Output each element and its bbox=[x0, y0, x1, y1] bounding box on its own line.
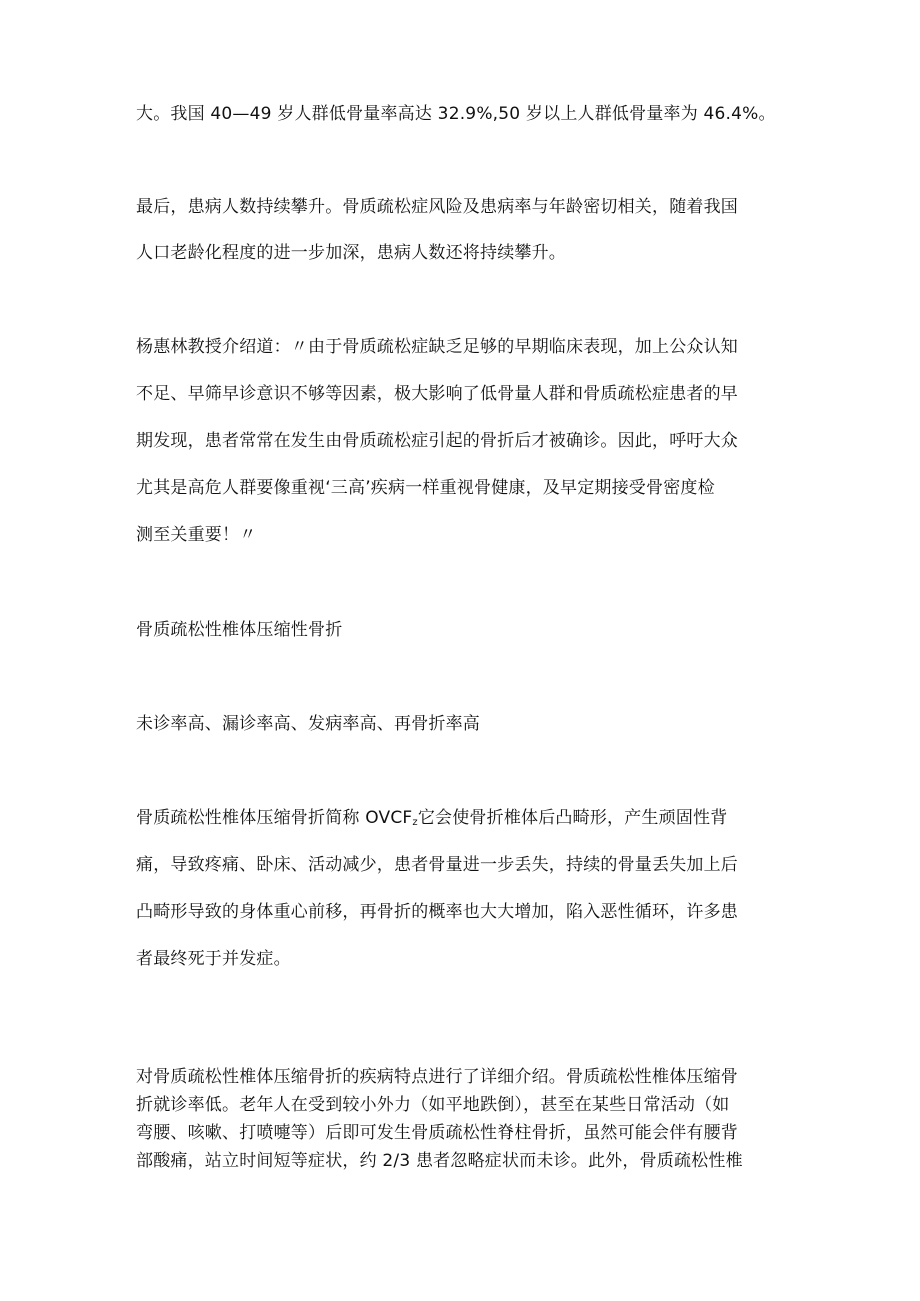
paragraph-3-line-4: 尤其是高危人群要像重视‘三高’疾病一样重视骨健康，及早定期接受骨密度检 bbox=[136, 478, 715, 498]
paragraph-4-line-3: 凸畸形导致的身体重心前移，再骨折的概率也大大增加，陷入恶性循环，许多患 bbox=[136, 902, 738, 922]
paragraph-5-line-3: 弯腰、咳嗽、打喷嚏等）后即可发生骨质疏松性脊柱骨折，虽然可能会伴有腰背 bbox=[136, 1123, 738, 1143]
paragraph-3-line-3: 期发现，患者常常在发生由骨质疏松症引起的骨折后才被确诊。因此，呼吁大众 bbox=[136, 431, 738, 451]
paragraph-4-subscript: z bbox=[412, 817, 418, 828]
section-heading-1: 骨质疏松性椎体压缩性骨折 bbox=[136, 620, 343, 640]
paragraph-3-line-2: 不足、早筛早诊意识不够等因素，极大影响了低骨量人群和骨质疏松症患者的早 bbox=[136, 384, 738, 404]
paragraph-4-line-1-head: 骨质疏松性椎体压缩骨折简称 OVCF bbox=[136, 808, 413, 828]
paragraph-2-line-1: 最后，患病人数持续攀升。骨质疏松症风险及患病率与年龄密切相关，随着我国 bbox=[136, 197, 738, 217]
paragraph-2-line-2: 人口老龄化程度的进一步加深，患病人数还将持续攀升。 bbox=[136, 243, 566, 263]
paragraph-4-line-2: 痛，导致疼痛、卧床、活动减少，患者骨量进一步丢失，持续的骨量丢失加上后 bbox=[136, 855, 738, 875]
paragraph-5-line-2: 折就诊率低。老年人在受到较小外力（如平地跌倒），甚至在某些日常活动（如 bbox=[136, 1095, 730, 1115]
paragraph-3-line-5: 测至关重要！〃 bbox=[136, 525, 257, 545]
paragraph-4-line-4: 者最终死于并发症。 bbox=[136, 949, 291, 969]
paragraph-5-line-1: 对骨质疏松性椎体压缩骨折的疾病特点进行了详细介绍。骨质疏松性椎体压缩骨 bbox=[136, 1067, 738, 1087]
paragraph-3-line-1: 杨惠林教授介绍道：〃由于骨质疏松症缺乏足够的早期临床表现，加上公众认知 bbox=[136, 337, 738, 357]
paragraph-4-line-1 bbox=[136, 807, 796, 834]
section-heading-2: 未诊率高、漏诊率高、发病率高、再骨折率高 bbox=[136, 714, 480, 734]
paragraph-1-line-1: 大。我国 40—49 岁人群低骨量率高达 32.9%,50 岁以上人群低骨量率为 46.4%。 bbox=[136, 104, 776, 124]
paragraph-4-line-1-tail: 它会使骨折椎体后凸畸形，产生顽固性背 bbox=[417, 808, 728, 828]
paragraph-5-line-4: 部酸痛，站立时间短等症状，约 2/3 患者忽略症状而未诊。此外，骨质疏松性椎 bbox=[136, 1151, 743, 1171]
